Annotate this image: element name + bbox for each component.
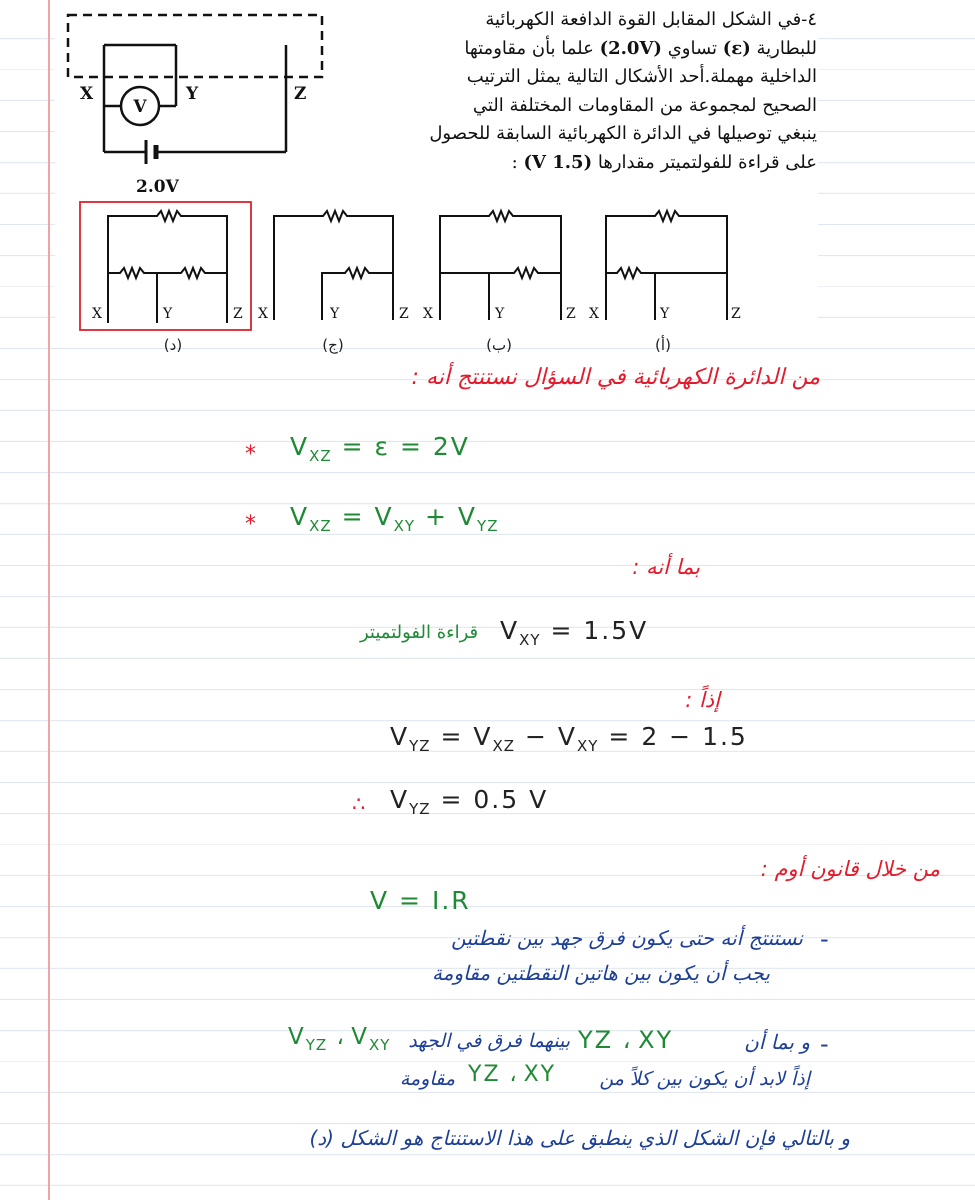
solution-intro: من الدائرة الكهربائية في السؤال نستنتج أنه : [411,365,820,390]
q-emf-symbol: (ε) [722,37,751,59]
eq-subscript: XY [368,1036,391,1054]
opt-j-x: X [258,306,268,322]
eq-symbol: V [500,616,520,645]
eq-rest: + V [415,502,478,531]
opt-j-y: Y [330,306,340,322]
q-emf-value: (2.0V) [599,37,662,59]
voltmeter-symbol: V [133,97,147,117]
opt-j-z: Z [399,306,409,322]
equation-vxy [500,616,648,649]
q-text: على قراءة للفولتميتر مقدارها [597,151,817,173]
opt-d-z: Z [233,306,243,322]
opt-b-x: X [423,306,433,322]
eq-subscript: YZ [409,737,431,755]
option-a-diagram [606,211,727,320]
eq-subscript: XY [393,517,416,535]
eq-subscript: XZ [492,737,516,755]
voltmeter-reading-note: قراءة الفولتميتر [360,622,479,643]
equation-vyz-result [390,785,548,818]
opt-a-y: Y [660,306,670,322]
battery-label: 2.0V [136,177,179,197]
eq-symbol: V [390,785,410,814]
dash-1: - [820,925,829,953]
eq-rest: ، V [327,1024,369,1050]
option-b-label: (ب) [486,336,512,354]
equation-vxz-emf [290,432,470,465]
circuit-diagrams [0,0,975,360]
eq-subscript: XZ [309,447,332,465]
eq-symbol: V [288,1024,306,1050]
resistor-series [108,268,227,278]
points-yz-xy-2: YZ ، XY [468,1062,557,1087]
opt-b-y: Y [495,306,505,322]
eq-rest: − V [515,722,578,751]
equation-vyz-diff [390,722,748,755]
eq-subscript: XZ [309,517,332,535]
option-d-label: (د) [163,336,183,354]
since-label: بما أنه : [632,555,700,579]
resistor-lower [440,268,561,278]
eq-rest: = 1.5V [540,616,649,645]
opt-d-x: X [92,306,102,322]
question-line-3: الداخلية مهملة.أحد الأشكال التالية يمثل الترتيب [466,66,817,88]
equation-vxz-sum [290,502,498,535]
label-y: Y [186,84,199,104]
eq-symbol: V [390,722,410,751]
dash-2: - [820,1030,829,1058]
q-text: علما بأن مقاومتها [464,37,594,59]
eq-rest: = V [430,722,493,751]
eq-subscript: XY [519,631,541,649]
q-voltmeter-value: (1.5 V) [523,151,593,173]
question-line-5: ينبغي توصيلها في الدائرة الكهربائية السابقة للحصول [429,123,817,145]
label-z: Z [294,84,307,104]
q-colon: : [511,151,518,173]
question-line-1: ٤-في الشكل المقابل القوة الدافعة الكهربائية [485,9,817,30]
eq-symbol: V [290,502,310,531]
q-text: تساوي [667,37,718,59]
eq-rest: = 0.5 V [430,785,549,814]
conclusion-resistance: مقاومة [399,1068,455,1090]
conclusion-line-2: يجب أن يكون بين هاتين النقطتين مقاومة [432,961,770,985]
conclusion-line-1: نستنتج أنه حتى يكون فرق جهد بين نقطتين [451,926,803,950]
conclusion-must-have: إذاً لابد أن يكون بين كلاً من [599,1068,810,1090]
equation-vyz-vxy [288,1024,390,1054]
resistor-top [606,211,727,320]
eq-subscript: YZ [409,800,431,818]
q-text: للبطارية [756,37,817,59]
bullet-2: * [245,512,256,537]
option-j-diagram [274,211,393,320]
eq-subscript: XY [577,737,599,755]
label-x: X [80,84,94,104]
opt-d-y: Y [163,306,173,322]
points-yz-xy: YZ ، XY [578,1026,674,1054]
resistor-top [440,211,561,320]
opt-b-z: Z [566,306,576,322]
resistor-lower [606,268,727,278]
ohm-law-equation: V = I.R [370,886,471,915]
conclusion-since: و بما أن [744,1030,810,1054]
option-j-label: (ج) [322,336,344,354]
option-b-diagram [440,211,561,320]
resistor-top [274,211,393,320]
therefore-symbol: ∴ [352,792,366,816]
opt-a-z: Z [731,306,741,322]
ohm-law-heading: من خلال قانون أوم : [760,857,940,881]
eq-subscript: YZ [305,1036,328,1054]
therefore-label: إذاً : [685,688,720,712]
eq-subscript: YZ [477,517,499,535]
eq-symbol: V [290,432,310,461]
option-a-label: (أ) [655,336,671,354]
question-line-4: الصحيح لمجموعة من المقاومات المختلفة التي [472,94,817,116]
eq-rest: = 2 − 1.5 [598,722,748,751]
opt-a-x: X [589,306,599,322]
conclusion-potential-diff: بينهما فرق في الجهد [408,1030,570,1052]
eq-rest: = V [331,502,394,531]
eq-rest: = ε = 2V [331,432,470,461]
bullet-1: * [245,442,256,467]
final-answer: و بالتالي فإن الشكل الذي ينطبق على هذا الاستنتاج هو الشكل (د) [309,1126,850,1150]
